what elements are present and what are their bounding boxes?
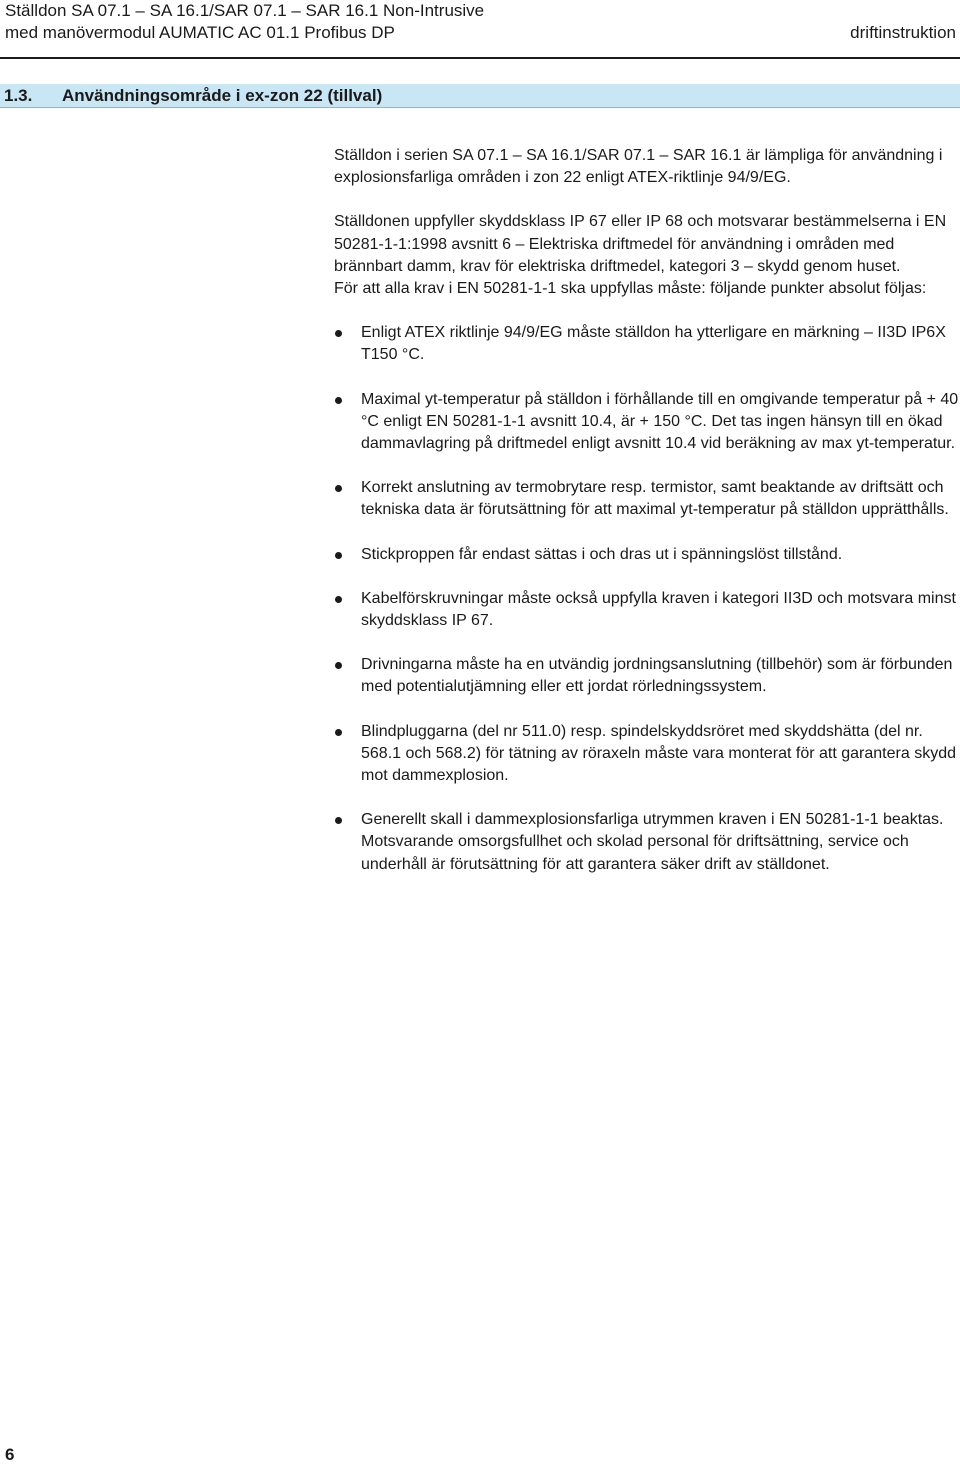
page-number: 6 [5, 1445, 15, 1464]
header-title-line-2: med manövermodul AUMATIC AC 01.1 Profibus DP [5, 23, 395, 42]
protection-class-paragraph: Ställdonen uppfyller skyddsklass IP 67 eller IP 68 och motsvarar bestämmelserna i EN 50281-1-1:1998 avsnitt 6 – Elektriska driftmedel för användning i områden med brännbart damm, krav för elektriska driftmedel, kategori 3 – skydd genom huset. [334, 213, 947, 275]
list-item [334, 389, 960, 456]
bullet-icon [335, 596, 342, 603]
bullet-icon [335, 552, 342, 559]
list-item [334, 477, 960, 521]
list-item-text: Drivningarna måste ha en utvändig jordningsanslutning (tillbehör) som är förbunden med potentialutjämning eller ett jordat rörledningssystem. [361, 656, 953, 696]
section-title: Användningsområde i ex-zon 22 (tillval) [62, 86, 383, 105]
bullet-icon [335, 330, 342, 337]
list-item [334, 588, 960, 632]
section-heading-bar [0, 84, 960, 108]
bullet-icon [335, 485, 342, 492]
list-item-text: Korrekt anslutning av termobrytare resp. termistor, samt beaktande av driftsätt och tekniska data är förutsättning för att maximal yt-temperatur på ställdon upprätthålls. [361, 479, 949, 519]
list-item [334, 721, 960, 788]
list-item [334, 654, 960, 698]
list-item [334, 322, 960, 366]
list-item-text: Kabelförskruvningar måste också uppfylla kraven i kategori II3D och motsvara minst skyddsklass IP 67. [361, 589, 956, 630]
document-header-title [5, 0, 484, 44]
bullet-icon [335, 817, 342, 824]
header-title-line-1: Ställdon SA 07.1 – SA 16.1/SAR 07.1 – SAR 16.1 Non-Intrusive [5, 1, 485, 20]
requirements-list [334, 322, 960, 876]
intro-paragraph: Ställdon i serien SA 07.1 – SA 16.1/SAR 07.1 – SAR 16.1 är lämpliga för användning i explosionsfarliga områden i zon 22 enligt ATEX-riktlinje 94/9/EG. [334, 147, 943, 187]
section-number: 1.3. [4, 86, 33, 105]
list-item-text: Generellt skall i dammexplosionsfarliga utrymmen kraven i EN 50281-1-1 beaktas. Motsvarande omsorgsfullhet och skolad personal för driftsättning, service och underhåll är förutsättning för att garantera säker drift av ställdonet. [361, 811, 944, 873]
bullet-icon [335, 397, 342, 404]
list-item-text: Maximal yt-temperatur på ställdon i förhållande till en omgivande temperatur på + 40 °C enligt EN 50281-1-1 avsnitt 10.4, är + 150 °C. Det tas ingen hänsyn till en ökad dammavlagring på driftmedel enligt avsnitt 10.4 vid beräkning av max yt-temperatur. [361, 390, 959, 453]
header-doc-type: driftinstruktion [850, 23, 956, 42]
list-item [334, 809, 960, 876]
list-item-text: Blindpluggarna (del nr 511.0) resp. spindelskyddsröret med skyddshätta (del nr. 568.1 och 568.2) för tätning av röraxeln måste vara monterat för att garantera skydd mot dammexplosion. [361, 722, 956, 785]
bullet-icon [335, 662, 342, 669]
list-item-text: Stickproppen får endast sättas i och dras ut i spänningslöst tillstånd. [361, 545, 843, 563]
requirements-intro-paragraph: För att alla krav i EN 50281-1-1 ska uppfyllas måste: följande punkter absolut följas: [334, 280, 927, 298]
list-item [334, 544, 960, 566]
main-content [334, 145, 960, 898]
bullet-icon [335, 729, 342, 736]
header-divider [0, 57, 960, 59]
list-item-text: Enligt ATEX riktlinje 94/9/EG måste ställdon ha ytterligare en märkning – II3D IP6X T150 °C. [361, 324, 946, 364]
